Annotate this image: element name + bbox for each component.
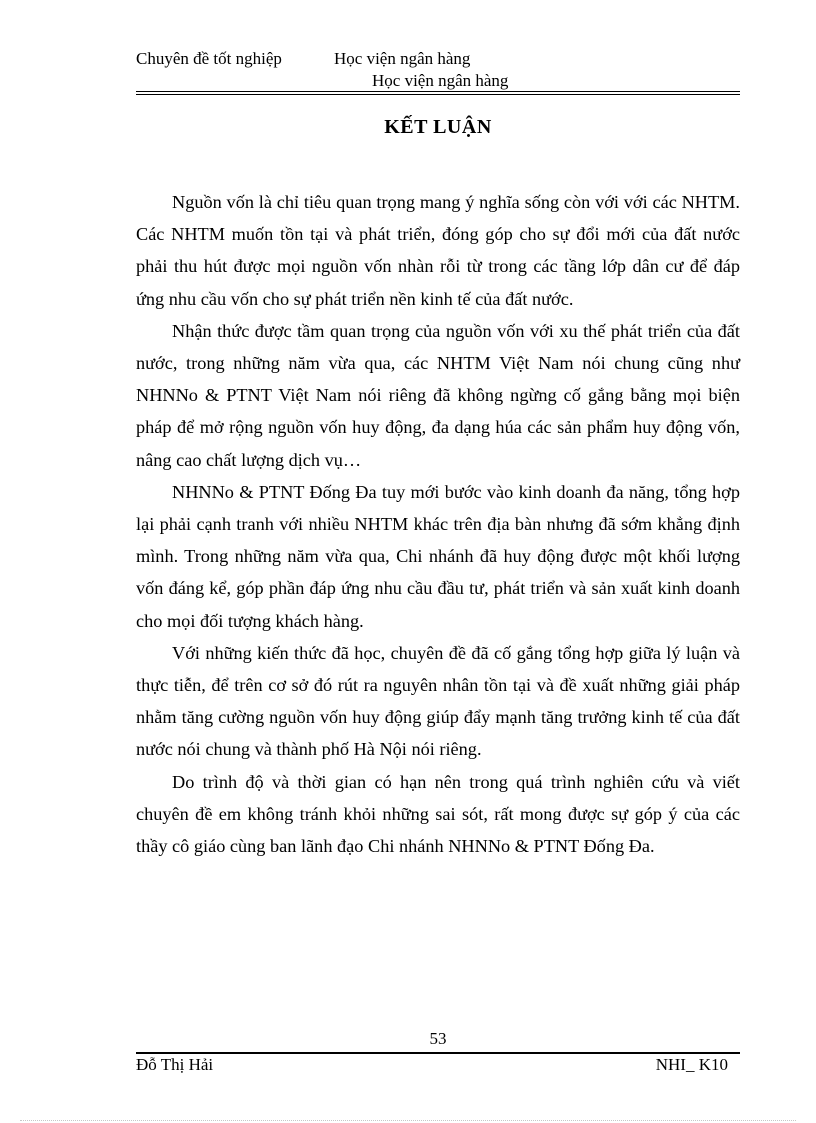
header-second-line: Học viện ngân hàng [372, 71, 509, 90]
paragraph-1: Nguồn vốn là chỉ tiêu quan trọng mang ý nghĩa sống còn với với các NHTM. Các NHTM muốn tồn tại và phát triển, đóng góp cho sự đổi mới của đất nước phải thu hút được mọi nguồn vốn nhàn rỗi từ trong các tầng lớp dân cư để đáp ứng nhu cầu vốn cho sự phát triển nền kinh tế của đất nước. [136, 192, 740, 309]
footer-class-code: NHI_ K10 [655, 1055, 728, 1074]
header-right-text: Học viện ngân hàng [334, 49, 471, 68]
paragraph-4: Với những kiến thức đã học, chuyên đề đã cố gắng tổng hợp giữa lý luận và thực tiễn, để trên cơ sở đó rút ra nguyên nhân tồn tại và đề xuất những giải pháp nhằm tăng cường nguồn vốn huy động giúp đẩy mạnh tăng trưởng kinh tế của đất nước nói chung và thành phố Hà Nội nói riêng. [136, 642, 740, 760]
header-rule-bottom [136, 94, 740, 95]
paragraph-5: Do trình độ và thời gian có hạn nên trong quá trình nghiên cứu và viết chuyên đề em không tránh khỏi những sai sót, rất mong được sự góp ý của các thầy cô giáo cùng ban lãnh đạo Chi nhánh NHNNo & PTNT Đống Đa. [136, 771, 740, 857]
page-number: 53 [429, 1029, 447, 1048]
page-edge-divider [20, 1120, 796, 1121]
paragraph-3: NHNNo & PTNT Đống Đa tuy mới bước vào kinh doanh đa năng, tổng hợp lại phải cạnh tranh với nhiều NHTM khác trên địa bàn nhưng đã sớm khẳng định mình. Trong những năm vừa qua, Chi nhánh đã huy động được một khối lượng vốn đáng kể, góp phần đáp ứng nhu cầu đầu tư, phát triển và sản xuất kinh doanh cho mọi đối tượng khách hàng. [136, 481, 740, 631]
page-title: KẾT LUẬN [384, 116, 492, 138]
footer-rule [136, 1052, 740, 1054]
running-header [136, 49, 470, 69]
body-text [136, 186, 740, 862]
paragraph-2: Nhận thức được tầm quan trọng của nguồn vốn với xu thế phát triển của đất nước, trong những năm vừa qua, các NHTM Việt Nam nói chung cũng như NHNNo & PTNT Việt Nam nói riêng đã không ngừng cố gắng bằng mọi biện pháp để mở rộng nguồn vốn huy động, đa dạng húa các sản phẩm huy động vốn, nâng cao chất lượng dịch vụ… [136, 320, 740, 470]
header-left-text: Chuyên đề tốt nghiệp [136, 49, 282, 68]
footer-author: Đỗ Thị Hải [136, 1055, 214, 1074]
header-rule-top [136, 91, 740, 92]
